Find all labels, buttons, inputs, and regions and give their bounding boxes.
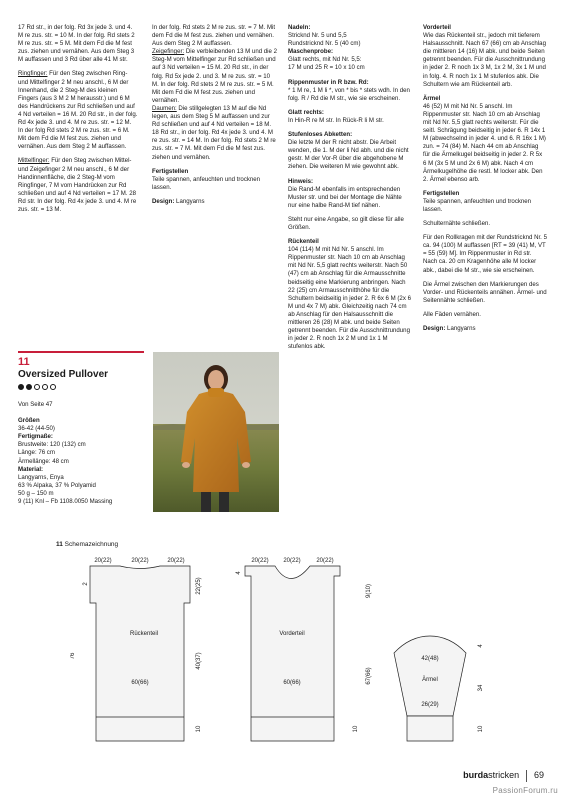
aermel-heading: Ärmel: [423, 94, 441, 102]
text-column-4: [423, 24, 547, 339]
ringfinger-label: Ringfinger:: [18, 70, 48, 78]
design-line: [152, 198, 278, 206]
paragraph: In der folg. Rd stets 2 M re zus. str. = 7 M. Mit dem Fd die M fest zus. ziehen und vernähen. Aus dem Steg 2 M auffassen.: [152, 24, 276, 48]
vorder-rib: 10: [353, 725, 359, 733]
rippen-heading: Rippenmuster in R bzw. Rd:: [288, 78, 369, 86]
vorder-total: 67(66): [366, 667, 372, 685]
stufen-heading: Stufenloses Abketten:: [288, 131, 353, 139]
fertigmasse-heading: Fertigmaße:: [18, 433, 53, 441]
paragraph-daumen: [152, 105, 278, 162]
design-value-2: Langyarns: [445, 325, 476, 332]
vorderteil-text: Wie das Rückenteil str., jedoch mit tieferem Halsausschnitt. Nach 67 (66) cm ab Anschlag die mittleren 14 (16) M abk. und beide Seiten getrennt beenden. Für die Ausschnittrundung in jeder 2. R noch 1x 3 M, 1x 2 M, 3x 1 M und in folg. 4. R noch 1x 1 M stufenlos abk. Die Schultern wie am Rückenteil arb.: [423, 32, 546, 88]
difficulty-dot: [50, 384, 56, 390]
rippen-text: * 1 M re, 1 M li *, von * bis * stets wdh. In den folg. R / Rd die M str., wie sie erscheinen.: [288, 86, 410, 102]
aermel-text: 46 (52) M mit Nd Nr. 5 anschl. Im Rippenmuster str. Nach 10 cm ab Anschlag mit Nd Nr. 5,5 glatt rechts weiterstr. Für die seitl. Schrägung beidseitig in jeder 6. R 14x 1 M (abwechselnd in jeder 4. und 6. R 16x 1 M) zun. = 74 (84) M. Nach 44 cm ab Anschlag für die Ärmelkugel beidseitig in jeder 2. R 5x 6 M (3x 5 M und 2x 6 M) abk. Nach 4 cm Ärmelkugelhöhe die restl. M locker abk. Den 2. Ärmel ebenso arb.: [423, 102, 546, 183]
material-heading: Material:: [18, 465, 44, 473]
nadeln-heading: Nadeln:: [288, 24, 311, 31]
von-seite: Von Seite 47: [18, 401, 53, 408]
glatt-block: [288, 109, 412, 125]
aermel-label: Ärmel: [422, 677, 438, 683]
page-number: 69: [533, 770, 544, 781]
brand-burda: burda: [463, 770, 489, 781]
fertigstellen-block-2: [423, 190, 547, 214]
vorder-width: 60(66): [283, 680, 301, 686]
pattern-info: [18, 401, 144, 506]
section-title: Oversized Pullover: [18, 369, 109, 380]
schema-title: [56, 541, 118, 550]
glatt-text: In Hin-R re M str. In Rück-R li M str.: [288, 116, 384, 124]
ruecken-width: 60(66): [131, 680, 149, 686]
nur-eine-note: Steht nur eine Angabe, so gilt diese für alle Größen.: [288, 215, 404, 231]
fertigstellen-heading: Fertigstellen: [152, 167, 189, 175]
vorder-top-3: 20(22): [316, 558, 334, 564]
ruecken-rib: 10: [196, 725, 202, 733]
difficulty-dot: [42, 384, 48, 390]
schulter-text: Schulternähte schließen.: [423, 220, 491, 228]
aermel-cap: 4: [478, 644, 484, 648]
rollkragen-text: Für den Rollkragen mit der Rundstricknd Nr. 5 ca. 94 (100) M auffassen [RT = 39 (41) M, VT = 55 (59) M]. Im Rippenmuster in Rd str. Nach ca. 20 cm Kragenhöhe alle M locker abk., dabei die M str., wie sie erscheinen.: [423, 234, 547, 274]
aermel-rib: 10: [478, 725, 484, 733]
text-column-3: [288, 24, 412, 357]
text-column-1: [18, 24, 138, 220]
fertigstellen-block: [152, 168, 278, 192]
vorder-neck: 9(10): [366, 583, 372, 599]
material-fiber: 63 % Alpaka, 37 % Polyamid: [18, 481, 96, 489]
zeigefinger-label: Zeigefinger:: [152, 48, 185, 56]
maschenprobe-heading: Maschenprobe:: [288, 48, 334, 56]
glatt-heading: Glatt rechts:: [288, 108, 324, 116]
design-label: Design:: [152, 197, 175, 205]
daumen-label: Daumen:: [152, 104, 177, 112]
vorder-label: Vorderteil: [279, 631, 305, 637]
schema-drawing: [70, 556, 510, 749]
material-amount: 9 (11) Knl – Fb 1108.0050 Massing: [18, 498, 113, 506]
vorder-top-2: 20(22): [283, 558, 301, 564]
difficulty-rating: [18, 384, 56, 390]
ringfinger-text: Für den Steg zwischen Ring- und Mittelfinger 2 M neu anschl., 6 M der Innenhand, die 2 Steg-M des kleinen Fingers (aus 3 M 2 M herausstr.) und 6 M des Handrückens zur Rd schließen und auf 4 Nd verteilen = 16 M. 20 Rd str., in der folg. Rd 4x jede 3. und 4. M re zus. str. = 12 M. In der folg Rd stets 2 M re zus. str. = 6 M. Mit dem Fd die M fest zus. ziehen und vernähen. Aus dem Steg 2 M auffassen.: [18, 70, 138, 151]
footer-separator: [526, 770, 527, 782]
paragraph-mittelfinger: [18, 157, 138, 214]
ruecken-top-2: 20(22): [131, 558, 149, 564]
brand-stricken: stricken: [488, 770, 520, 781]
design-line-2: [423, 325, 547, 333]
text-column-2: [152, 24, 278, 212]
stufen-text: Die letzte M der R nicht abstr. Die Arbeit wenden, die 1. M der li Nd abh. und die nicht gestr. M der Vor-R über die abgehobene M ziehen. Die weiteren M wie gewohnt abk.: [288, 139, 409, 171]
ruecken-top-3: 20(22): [167, 558, 185, 564]
ruecken-neck: 2: [83, 582, 89, 586]
difficulty-dot: [26, 384, 32, 390]
paragraph: 17 Rd str., in der folg. Rd 3x jede 3. und 4. M re zus. str. = 10 M. In der folg. Rd stets 2 M re zus. str. = 5 M. Mit dem Fd die M fest zus. ziehen und vernähen. Aus dem Steg 3 M auffassen und 3 Rd über alle 41 M str.: [18, 24, 135, 64]
brand-logo: [463, 770, 519, 782]
aermel-top: 42(48): [421, 656, 439, 662]
nadeln-block: [288, 24, 412, 73]
paragraph-zeigefinger: [152, 48, 278, 105]
groessen-text: 36-42 (44-50): [18, 425, 55, 433]
ruecken-top-1: 20(22): [94, 558, 112, 564]
ruecken-armhole: 22(25): [196, 577, 202, 595]
material-weight: 50 g – 150 m: [18, 489, 54, 497]
zeigefinger-text: Die verbleibenden 13 M und die 2 Steg-M vom Mittelfinger zur Rd schließen und auf 3 Nd verteilen = 15 M. 20 Rd str., in der folg. Rd 5x jede 2. und 3. M re zus. str. = 10 M. In der folg. Rd stets 2 M re zus. str. = 5 M. Mit dem Fd die M fest zus. ziehen und vernähen.: [152, 48, 278, 104]
hinweis-block: [288, 178, 412, 210]
aermel-side: 34: [478, 684, 484, 692]
ruecken-label: Rückenteil: [129, 631, 159, 637]
fertigmass-aermellaenge: Ärmellänge: 48 cm: [18, 457, 69, 465]
design-value: Langyarns: [174, 197, 205, 205]
section-divider: [18, 351, 144, 353]
vorderteil-block: [423, 24, 547, 89]
faeden-text: Alle Fäden vernähen.: [423, 310, 481, 318]
stufen-block: [288, 131, 412, 171]
vorderteil-heading: Vorderteil: [423, 24, 451, 31]
daumen-text: Die stillgelegten 13 M auf die Nd legen, aus dem Steg 5 M auffassen und zur Rd schließen und auf 4 Nd verteilen = 18 M. 18 Rd str., in der folg. Rd 4x jede 3. und 4. M re zus. str. = 14 M. In der folg. Rd stets 2 M re zus. str. = 7 M. Mit dem Fd die M fest zus. ziehen und vernähen.: [152, 104, 276, 161]
aermel-bottom: 26(29): [421, 702, 439, 708]
mittelfinger-label: Mittelfinger:: [18, 157, 50, 165]
rippen-block: [288, 79, 412, 103]
rueckenteil-text: 104 (114) M mit Nd Nr. 5 anschl. Im Rippenmuster str. Nach 10 cm ab Anschlag mit Nd Nr. 5,5 glatt rechts weiterstr. Nach 50 (47) cm ab Anschlag für die Armausschnitte beidseitig eine Markierung anbringen. Nach 22 (25) cm Armausschnitthöhe für die Schultern beidseitig in jeder 2. R 6x 6 M (2x 6 M und 4x 7 M) abk. Gleichzeitig nach 74 cm ab Anschlag für den Halsausschnitt die mittleren 26 (28) M abk. und beide Seiten getrennt beenden. Für die Ausschnittrundung in jeder 2. R noch 1x 2 M und 1x 1 M stufenlos abk.: [288, 246, 411, 351]
vorder-top-1: 20(22): [251, 558, 269, 564]
fertigstellen-text-2: Teile spannen, anfeuchten und trocknen lassen.: [423, 197, 532, 213]
watermark: PassionForum.ru: [492, 786, 558, 795]
difficulty-dot: [18, 384, 24, 390]
hinweis-text: Die Rand-M ebenfalls im entsprechenden Muster str. und bei der Montage die Nähte nur eine halbe Rand-M tief nähen.: [288, 185, 402, 209]
nadeln-text: Stricknd Nr. 5 und 5,5: [288, 32, 347, 40]
fertigmass-laenge: Länge: 76 cm: [18, 449, 55, 457]
fertigstellen-text: Teile spannen, anfeuchten und trocknen lassen.: [152, 175, 261, 191]
ruecken-body: 40(37): [196, 652, 202, 670]
maschenprobe-text: Glatt rechts, mit Nd Nr. 5,5:: [288, 56, 362, 64]
section-number: 11: [18, 356, 30, 368]
aermel-block: [423, 95, 547, 184]
page-footer: [463, 770, 544, 782]
groessen-heading: Größen: [18, 417, 40, 425]
difficulty-dot: [34, 384, 40, 390]
pullover-photo: [153, 352, 279, 512]
schema-number: 11: [56, 541, 63, 548]
mittelfinger-text: Für den Steg zwischen Mittel- und Zeigefinger 2 M neu anschl., 6 M der Handinnenfläche, die 2 Steg-M vom Ringfinger, 7 M vom Handrücken zur Rd schließen und auf 4 Nd verteilen = 17 M. 28 Rd str. In der folg. Rd 4x jede 3. und 4. M re zus. str. = 13 M.: [18, 157, 137, 213]
design-label-2: Design:: [423, 325, 446, 332]
nadeln-text-2: Rundstricknd Nr. 5 (40 cm): [288, 40, 361, 48]
rueckenteil-heading: Rückenteil: [288, 238, 319, 246]
maschenprobe-text-2: 17 M und 25 R = 10 x 10 cm: [288, 64, 365, 72]
material-yarn: Langyarns, Enya: [18, 473, 64, 481]
schema-title-text: Schemazeichnung: [62, 541, 119, 548]
ruecken-total: 76: [70, 652, 76, 660]
vorder-armhole: 4: [236, 571, 242, 575]
rueckenteil-block: [288, 238, 412, 351]
fertigstellen-heading-2: Fertigstellen: [423, 189, 460, 197]
fertigmass-brustweite: Brustweite: 120 (132) cm: [18, 441, 86, 449]
hinweis-heading: Hinweis:: [288, 177, 314, 185]
aermel-einnaehen-text: Die Ärmel zwischen den Markierungen des Vorder- und Rückenteils annähen. Ärmel- und Seitennähte schließen.: [423, 280, 547, 304]
paragraph-ringfinger: [18, 70, 138, 151]
